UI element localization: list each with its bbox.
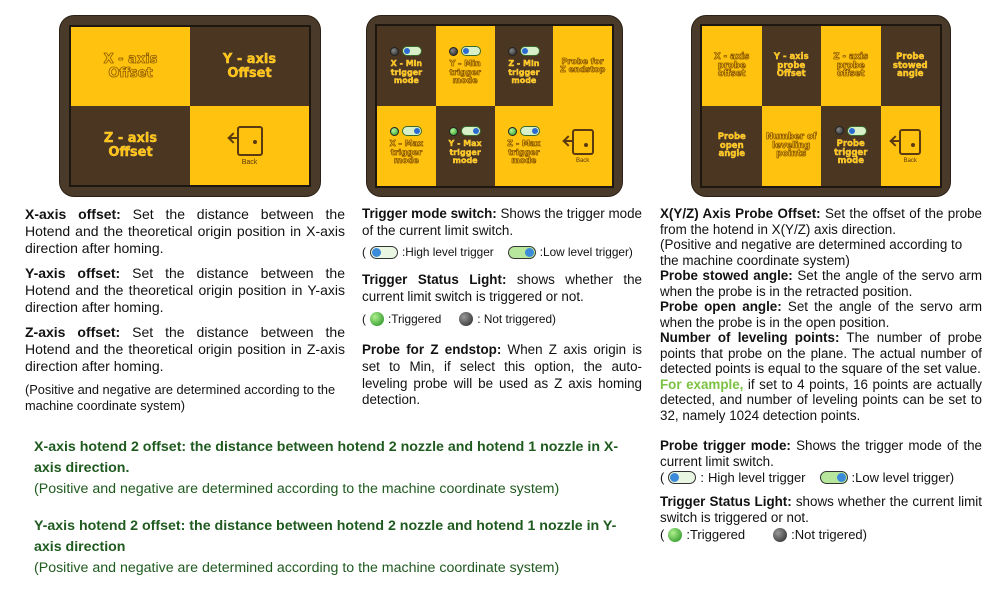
toggle-switch-icon (461, 126, 481, 136)
x-axis-offset-label: X - axis Offset (103, 51, 158, 81)
z-axis-offset-button[interactable] (71, 106, 190, 185)
probe-status-paragraph (660, 494, 982, 525)
x-offset-title: X-axis offset: (25, 206, 121, 222)
y-offset-text: Set the distance between the Hotend and the theoretical origin position in Y-axis direction after homing. (25, 265, 345, 315)
probe-trigger-title: Probe trigger mode: (660, 438, 791, 453)
y-hotend2-note: (Positive and negative are determined according to the machine coordinate system) (34, 560, 560, 576)
high-level-label: High level trigger (707, 470, 806, 485)
stowed-angle-title: Probe stowed angle: (660, 268, 793, 283)
probe-trigger-paragraph (660, 438, 982, 469)
probe-status-text: shows whether the current limit switch is triggered or not. (660, 494, 982, 525)
toggle-switch-icon (520, 46, 540, 56)
high-level-label: :High level trigger (401, 245, 494, 260)
x-max-label: X - Max trigger mode (389, 139, 424, 166)
back-icon (237, 126, 263, 156)
probe-z-paragraph (362, 342, 642, 408)
trigger-mode-legend: ( :High level trigger :Low level trigger) (362, 245, 633, 260)
leveling-points-paragraph (660, 330, 982, 377)
probe-trigger-text: Shows the trigger mode of the current limit switch. (660, 438, 982, 469)
example-label: For example, (660, 376, 744, 392)
triggered-light-icon (668, 528, 682, 542)
probe-settings-screen (692, 16, 950, 196)
z-offset-text: Set the distance between the Hotend and the theoretical origin position in Z-axis direction after homing. (25, 324, 346, 374)
y-axis-offset-label: Y - axis Offset (222, 51, 277, 81)
low-level-label: :Low level trigger) (851, 470, 955, 485)
z-min-label: Z - Min trigger mode (508, 59, 540, 86)
back-button[interactable] (553, 106, 612, 186)
example-paragraph (660, 377, 982, 424)
status-light-icon (449, 127, 458, 136)
y-min-label: Y - Min trigger mode (449, 59, 481, 86)
z-offset-title: Z-axis offset: (25, 324, 121, 340)
y-probe-offset-label: Y - axis probe Offset (773, 51, 809, 80)
probe-status-title: Trigger Status Light: (660, 494, 792, 509)
probe-z-text: When Z axis origin is set to Min, if select this option, the auto-leveling probe will be used as Z axis homing detection. (362, 342, 642, 408)
open-angle-paragraph (660, 299, 982, 330)
high-level-toggle-icon (370, 246, 398, 259)
probe-z-endstop-label: Probe for Z endstop (560, 56, 606, 74)
x-hotend2-note: (Positive and negative are determined according to the machine coordinate system) (34, 481, 560, 497)
trigger-status-text: shows whether the current limit switch is triggered or not. (362, 272, 642, 304)
back-label: Back (241, 158, 258, 166)
probe-offset-paragraph (660, 206, 982, 237)
status-light-icon (390, 127, 399, 136)
y-max-label: Y - Max trigger mode (448, 139, 482, 166)
probe-z-title: Probe for Z endstop: (362, 342, 502, 358)
y-min-trigger-button[interactable] (436, 26, 495, 106)
y-hotend2-title: Y-axis hotend 2 offset: the distance between hotend 2 nozzle and hotend 1 nozzle in Y-axis direction (34, 518, 617, 555)
z-max-label: Z - Max trigger mode (507, 139, 541, 166)
x-probe-offset-button[interactable] (702, 26, 762, 106)
low-level-label: :Low level trigger) (539, 245, 633, 260)
status-light-icon (508, 127, 517, 136)
probe-status-legend: ( :Triggered :Not trigered) (660, 527, 867, 542)
back-icon (899, 129, 921, 155)
z-probe-offset-button[interactable] (821, 26, 881, 106)
z-probe-offset-label: Z - axis probe offset (833, 51, 869, 80)
toggle-switch-icon (402, 126, 422, 136)
stowed-angle-paragraph (660, 268, 982, 299)
status-light-icon (835, 126, 844, 135)
probe-z-endstop-button[interactable] (553, 26, 612, 106)
toggle-switch-icon (520, 126, 540, 136)
toggle-switch-icon (402, 46, 422, 56)
trigger-status-title: Trigger Status Light: (362, 272, 507, 288)
x-max-trigger-button[interactable] (377, 106, 436, 186)
probe-stowed-angle-label: Probe stowed angle (892, 51, 928, 80)
back-button[interactable] (190, 106, 309, 185)
probe-trigger-mode-button[interactable] (821, 106, 881, 186)
stowed-angle-text: Set the angle of the servo arm when the probe is in the retracted position. (660, 268, 983, 299)
x-offset-paragraph (25, 206, 345, 257)
probe-stowed-angle-button[interactable] (881, 26, 941, 106)
status-light-legend: ( :Triggered : Not triggered) (362, 312, 556, 327)
x-min-trigger-button[interactable] (377, 26, 436, 106)
y-probe-offset-button[interactable] (762, 26, 822, 106)
y-offset-paragraph (25, 265, 345, 316)
status-light-icon (449, 47, 458, 56)
not-triggered-light-icon (459, 312, 473, 326)
status-light-icon (390, 47, 399, 56)
back-icon (572, 129, 594, 155)
trigger-descriptions (362, 206, 642, 409)
probe-descriptions (660, 206, 982, 542)
leveling-points-title: Number of leveling points: (660, 330, 840, 345)
leveling-points-text: The number of probe points that probe on the plane. The actual number of detected points is equal to the square of the set value. (660, 330, 982, 376)
hotend2-descriptions (34, 437, 624, 579)
probe-offset-note: (Positive and negative are determined according to the machine coordinate system) (660, 237, 963, 268)
x-offset-text: Set the distance between the Hotend and the theoretical origin position in X-axis direction after homing. (25, 206, 345, 256)
back-label: Back (575, 157, 590, 164)
probe-open-angle-button[interactable] (702, 106, 762, 186)
low-level-toggle-icon (820, 471, 848, 484)
x-min-label: X - Min trigger mode (390, 59, 423, 86)
probe-trigger-legend: ( : High level trigger :Low level trigger) (660, 470, 955, 485)
probe-open-angle-label: Probe open angle (717, 131, 746, 160)
z-offset-paragraph (25, 324, 345, 375)
offset-descriptions (25, 206, 345, 414)
z-axis-offset-label: Z - axis Offset (103, 130, 158, 160)
status-light-icon (508, 47, 517, 56)
low-level-toggle-icon (508, 246, 536, 259)
back-label: Back (903, 157, 917, 164)
open-angle-title: Probe open angle: (660, 299, 782, 314)
trigger-mode-screen (367, 16, 622, 196)
toggle-switch-icon (461, 46, 481, 56)
open-angle-text: Set the angle of the servo arm when the probe is in the open position. (660, 299, 982, 330)
triggered-label: :Triggered (387, 312, 442, 327)
trigger-mode-text: Shows the trigger mode of the current limit switch. (362, 206, 642, 238)
not-triggered-label: :Not trigered) (791, 527, 867, 542)
high-level-toggle-icon (668, 471, 696, 484)
triggered-light-icon (370, 312, 384, 326)
back-button[interactable] (881, 106, 941, 186)
offset-menu-screen (60, 16, 320, 196)
probe-trigger-mode-label: Probe trigger mode (834, 138, 868, 167)
example-text: if set to 4 points, 16 points are actually detected, and number of leveling points can be set to 32, namely 1024 detection points. (660, 376, 982, 423)
trigger-mode-title: Trigger mode switch: (362, 206, 497, 221)
coordinate-note: (Positive and negative are determined according to the machine coordinate system) (25, 382, 336, 413)
toggle-switch-icon (847, 126, 867, 136)
leveling-points-button[interactable] (762, 106, 822, 186)
z-min-trigger-button[interactable] (495, 26, 554, 106)
triggered-label: :Triggered (686, 527, 746, 542)
x-axis-offset-button[interactable] (71, 27, 190, 106)
x-probe-offset-label: X - axis probe offset (714, 51, 750, 80)
not-triggered-light-icon (773, 528, 787, 542)
probe-offset-title: X(Y/Z) Axis Probe Offset: (660, 206, 821, 221)
trigger-status-paragraph (362, 272, 642, 305)
probe-offset-text: Set the offset of the probe from the hotend in X(Y/Z) axis direction. (660, 206, 982, 237)
trigger-mode-paragraph (362, 206, 642, 239)
leveling-points-label: Number of leveling points (765, 131, 817, 160)
not-triggered-label: : Not triggered) (477, 312, 556, 327)
y-max-trigger-button[interactable] (436, 106, 495, 186)
z-max-trigger-button[interactable] (495, 106, 554, 186)
y-axis-offset-button[interactable] (190, 27, 309, 106)
y-offset-title: Y-axis offset: (25, 265, 121, 281)
x-hotend2-title: X-axis hotend 2 offset: the distance between hotend 2 nozzle and hotend 1 nozzle in X-axis direction. (34, 439, 619, 476)
